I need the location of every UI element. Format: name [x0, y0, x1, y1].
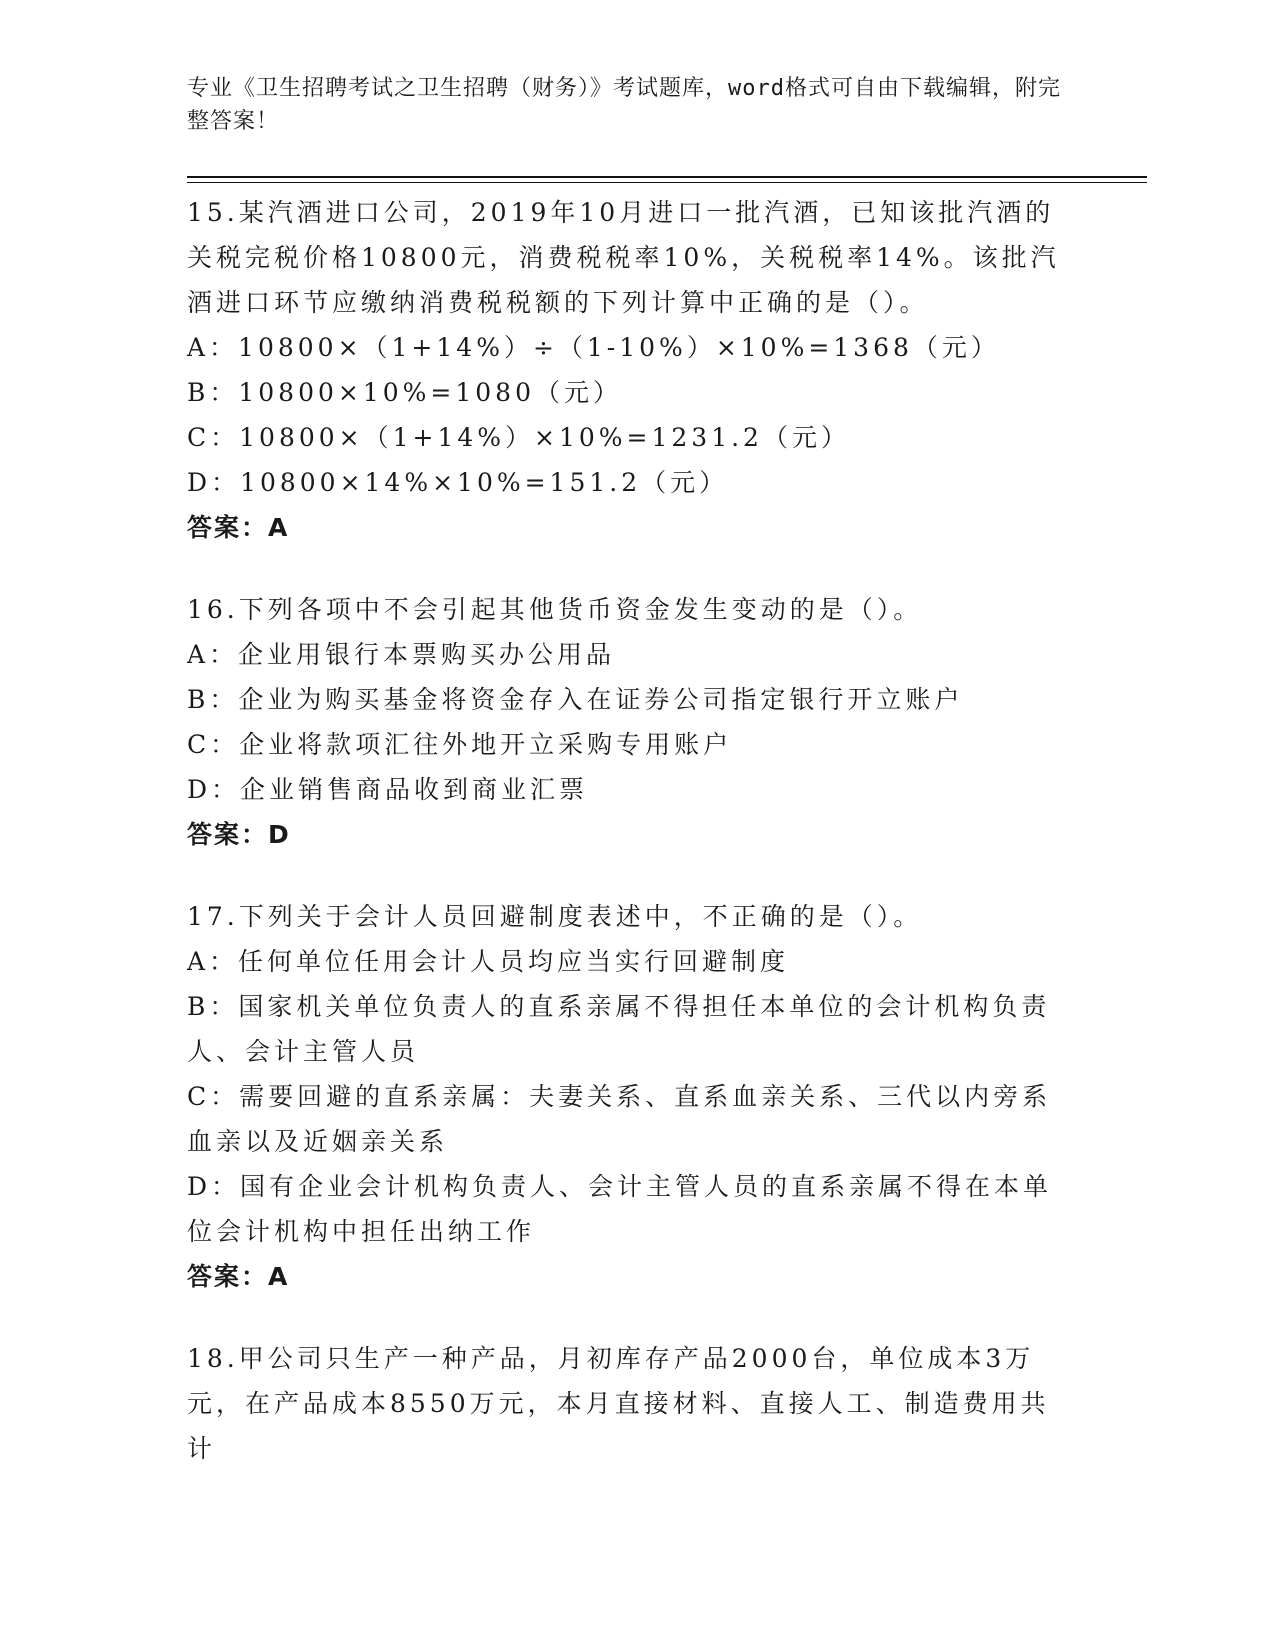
option-d: D：企业销售商品收到商业汇票 [187, 775, 589, 804]
option-b: B：国家机关单位负责人的直系亲属不得担任本单位的会计机构负责人、会计主管人员 [187, 992, 1051, 1066]
option-a: A：10800×（1+14%）÷（1-10%）×10%=1368（元） [187, 333, 1000, 362]
option-c: C：企业将款项汇往外地开立采购专用账户 [187, 730, 733, 759]
question-stem: 15.某汽酒进口公司，2019年10月进口一批汽酒，已知该批汽酒的关税完税价格10800元，消费税税率10%，关税税率14%。该批汽酒进口环节应缴纳消费税税额的下列计算中正确的是（）。 [187, 198, 1060, 317]
question-stem: 16.下列各项中不会引起其他货币资金发生变动的是（）。 [187, 595, 923, 624]
option-a: A：任何单位任用会计人员均应当实行回避制度 [187, 947, 790, 976]
option-d: D：国有企业会计机构负责人、会计主管人员的直系亲属不得在本单位会计机构中担任出纳工作 [187, 1172, 1053, 1246]
header-rule-thin [187, 182, 1147, 183]
header-rule-thick [187, 176, 1147, 178]
question-list [187, 190, 1077, 1508]
question-17 [187, 894, 1077, 1299]
option-b: B：企业为购买基金将资金存入在证券公司指定银行开立账户 [187, 685, 964, 714]
answer: 答案：A [187, 1262, 290, 1291]
option-d: D：10800×14%×10%=151.2（元） [187, 468, 729, 497]
question-15 [187, 190, 1077, 550]
option-a: A：企业用银行本票购买办公用品 [187, 640, 616, 669]
question-18 [187, 1336, 1077, 1471]
option-c: C：10800×（1+14%）×10%=1231.2（元） [187, 423, 850, 452]
header-title: 专业《卫生招聘考试之卫生招聘（财务）》考试题库，word格式可自由下载编辑，附完整答案！ [187, 76, 1061, 134]
option-c: C：需要回避的直系亲属：夫妻关系、直系血亲关系、三代以内旁系血亲以及近姻亲关系 [187, 1082, 1052, 1156]
option-b: B：10800×10%=1080（元） [187, 378, 622, 407]
question-stem: 18.甲公司只生产一种产品，月初库存产品2000台，单位成本3万元，在产品成本8550万元，本月直接材料、直接人工、制造费用共计 [187, 1344, 1050, 1463]
answer: 答案：D [187, 820, 291, 849]
answer: 答案：A [187, 513, 290, 542]
question-16 [187, 587, 1077, 857]
question-stem: 17.下列关于会计人员回避制度表述中，不正确的是（）。 [187, 902, 923, 931]
